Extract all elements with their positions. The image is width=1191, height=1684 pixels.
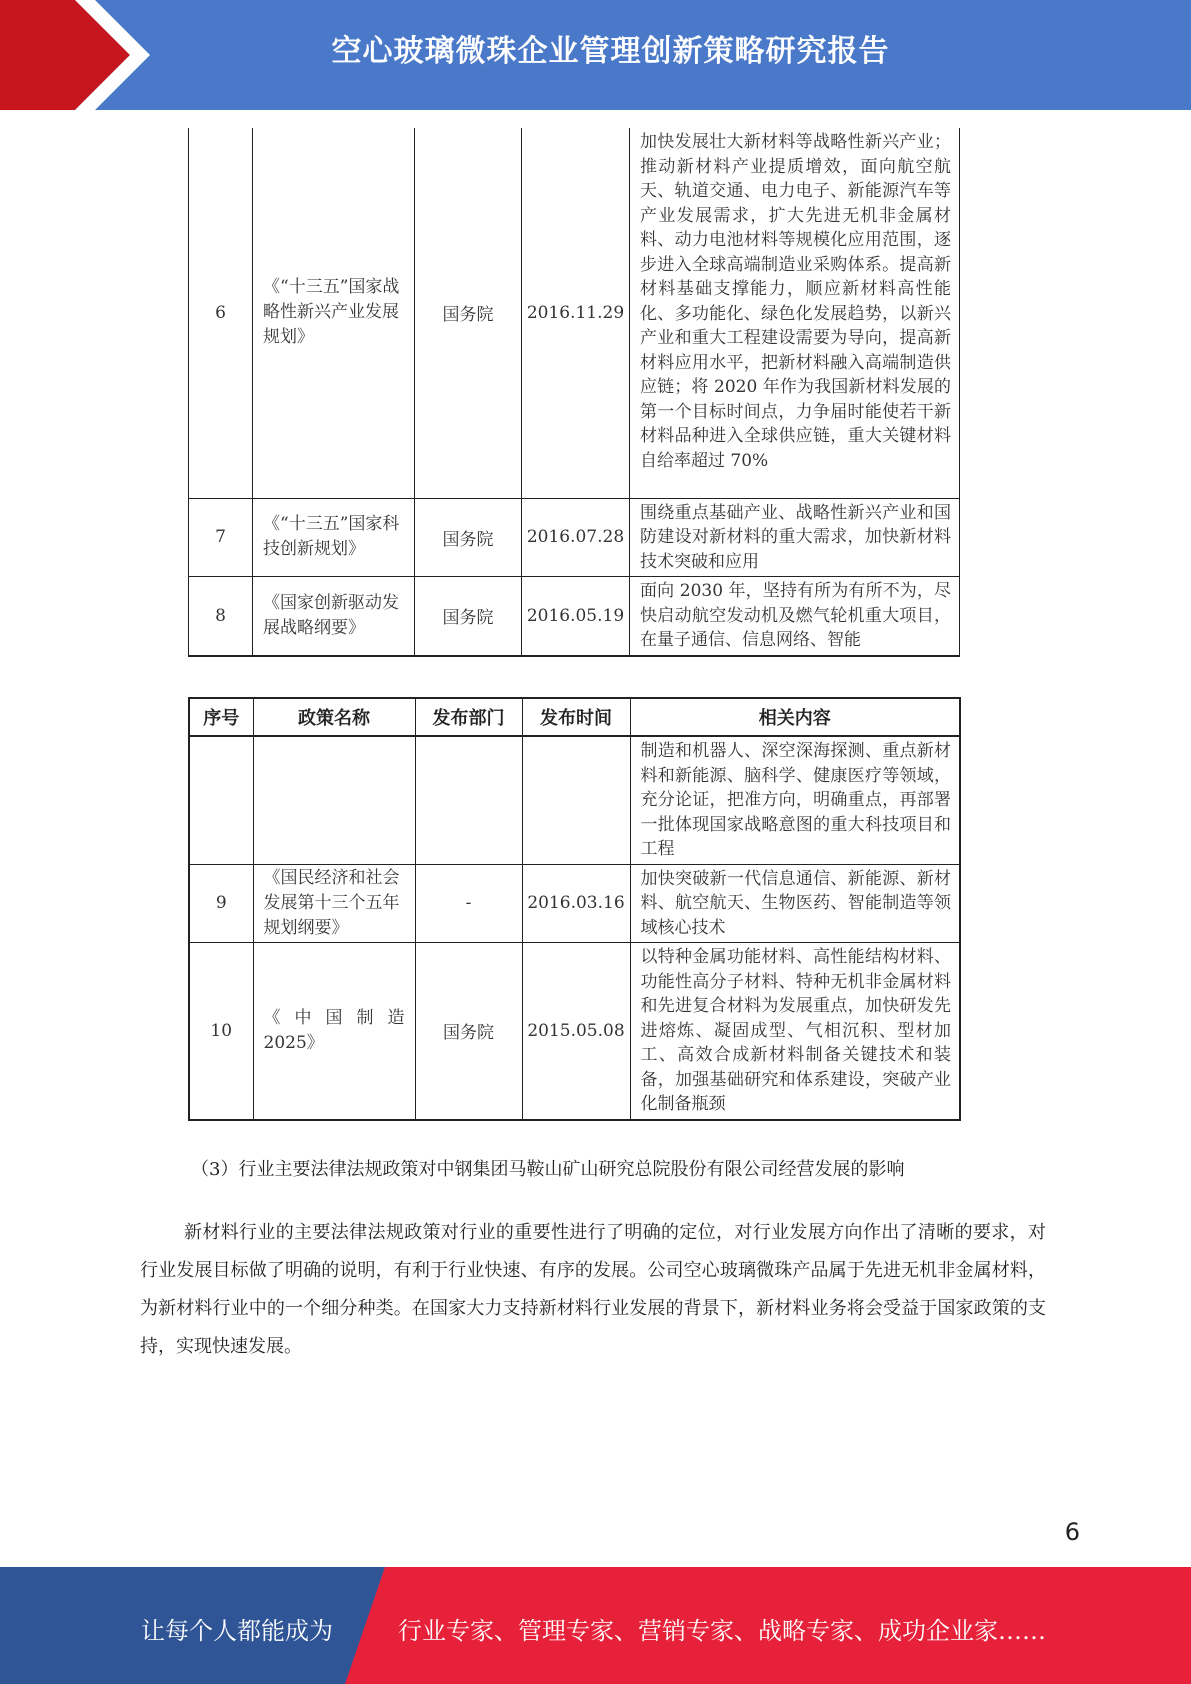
issuing-department: 国务院	[415, 128, 522, 498]
column-header-number: 序号	[189, 698, 253, 736]
issue-date: 2016.05.19	[522, 577, 630, 656]
policy-name: 《国家创新驱动发展战略纲要》	[253, 577, 415, 656]
row-number: 7	[189, 498, 253, 577]
policy-content: 面向 2030 年，坚持有所为有所不为，尽快启动航空发动机及燃气轮机重大项目，在量子通信、信息网络、智能	[630, 577, 960, 656]
table-row	[189, 498, 960, 577]
column-header-content: 相关内容	[630, 698, 960, 736]
table-header-row	[189, 698, 960, 736]
policy-content: 围绕重点基础产业、战略性新兴产业和国防建设对新材料的重大需求，加快新材料技术突破和应用	[630, 498, 960, 577]
issuing-department: -	[415, 864, 522, 943]
issue-date: 2016.03.16	[522, 864, 630, 943]
policy-content: 制造和机器人、深空深海探测、重点新材料和新能源、脑科学、健康医疗等领域，充分论证，把准方向，明确重点，再部署一批体现国家战略意图的重大科技项目和工程	[630, 736, 960, 864]
issuing-department: 国务院	[415, 577, 522, 656]
policy-content: 以特种金属功能材料、高性能结构材料、功能性高分子材料、特种无机非金属材料和先进复合材料为发展重点，加快研发先进熔炼、凝固成型、气相沉积、型材加工、高效合成新材料制备关键技术和装备，加强基础研究和体系建设，突破产业化制备瓶颈	[630, 943, 960, 1120]
section-subheading: （3）行业主要法律法规政策对中钢集团马鞍山矿山研究总院股份有限公司经营发展的影响	[191, 1159, 905, 1180]
page-header	[0, 0, 1191, 110]
row-number: 6	[189, 128, 253, 498]
footer-slogan-left: 让每个人都能成为	[141, 1617, 333, 1645]
issue-date: 2015.05.08	[522, 943, 630, 1120]
policy-content: 加快发展壮大新材料等战略性新兴产业；推动新材料产业提质增效，面向航空航天、轨道交通、电力电子、新能源汽车等产业发展需求，扩大先进无机非金属材料、动力电池材料等规模化应用范围，逐步进入全球高端制造业采购体系。提高新材料基础支撑能力，顺应新材料高性能化、多功能化、绿色化发展趋势，以新兴产业和重大工程建设需要为导向，提高新材料应用水平，把新材料融入高端制造供应链；将 2020 年作为我国新材料发展的第一个目标时间点，力争届时能使若干新材料品种进入全球供应链，重大关键材料自给率超过 70%	[630, 128, 960, 498]
column-header-date: 发布时间	[522, 698, 630, 736]
table-row	[189, 864, 960, 943]
table-row	[189, 577, 960, 656]
report-title: 空心玻璃微珠企业管理创新策略研究报告	[331, 34, 890, 69]
issue-date: 2016.07.28	[522, 498, 630, 577]
row-number: 8	[189, 577, 253, 656]
column-header-policy-name: 政策名称	[253, 698, 415, 736]
footer-slogan-right: 行业专家、管理专家、营销专家、战略专家、成功企业家……	[398, 1617, 1046, 1645]
issuing-department	[415, 736, 522, 864]
policy-name: 《国民经济和社会发展第十三个五年规划纲要》	[253, 864, 415, 943]
row-number: 9	[189, 864, 253, 943]
table-row	[189, 128, 960, 498]
issuing-department: 国务院	[415, 943, 522, 1120]
column-header-department: 发布部门	[415, 698, 522, 736]
body-paragraph: 新材料行业的主要法律法规政策对行业的重要性进行了明确的定位，对行业发展方向作出了清晰的要求，对行业发展目标做了明确的说明，有利于行业快速、有序的发展。公司空心玻璃微珠产品属于先进无机非金属材料，为新材料行业中的一个细分种类。在国家大力支持新材料行业发展的背景下，新材料业务将会受益于国家政策的支持，实现快速发展。	[140, 1222, 1046, 1357]
policy-name: 《“十三五”国家科技创新规划》	[253, 498, 415, 577]
issuing-department: 国务院	[415, 498, 522, 577]
table-row	[189, 943, 960, 1120]
policy-table	[188, 697, 961, 1121]
policy-name: 《“十三五”国家战略性新兴产业发展规划》	[253, 128, 415, 498]
policy-name	[253, 736, 415, 864]
policy-content: 加快突破新一代信息通信、新能源、新材料、航空航天、生物医药、智能制造等领域核心技术	[630, 864, 960, 943]
page-number: 6	[1064, 1518, 1080, 1546]
policy-table-continued	[188, 128, 960, 657]
row-number: 10	[189, 943, 253, 1120]
issue-date: 2016.11.29	[522, 128, 630, 498]
policy-name: 《中国制造 2025》	[253, 943, 415, 1120]
page-footer	[0, 1567, 1191, 1684]
table-row	[189, 736, 960, 864]
issue-date	[522, 736, 630, 864]
row-number	[189, 736, 253, 864]
